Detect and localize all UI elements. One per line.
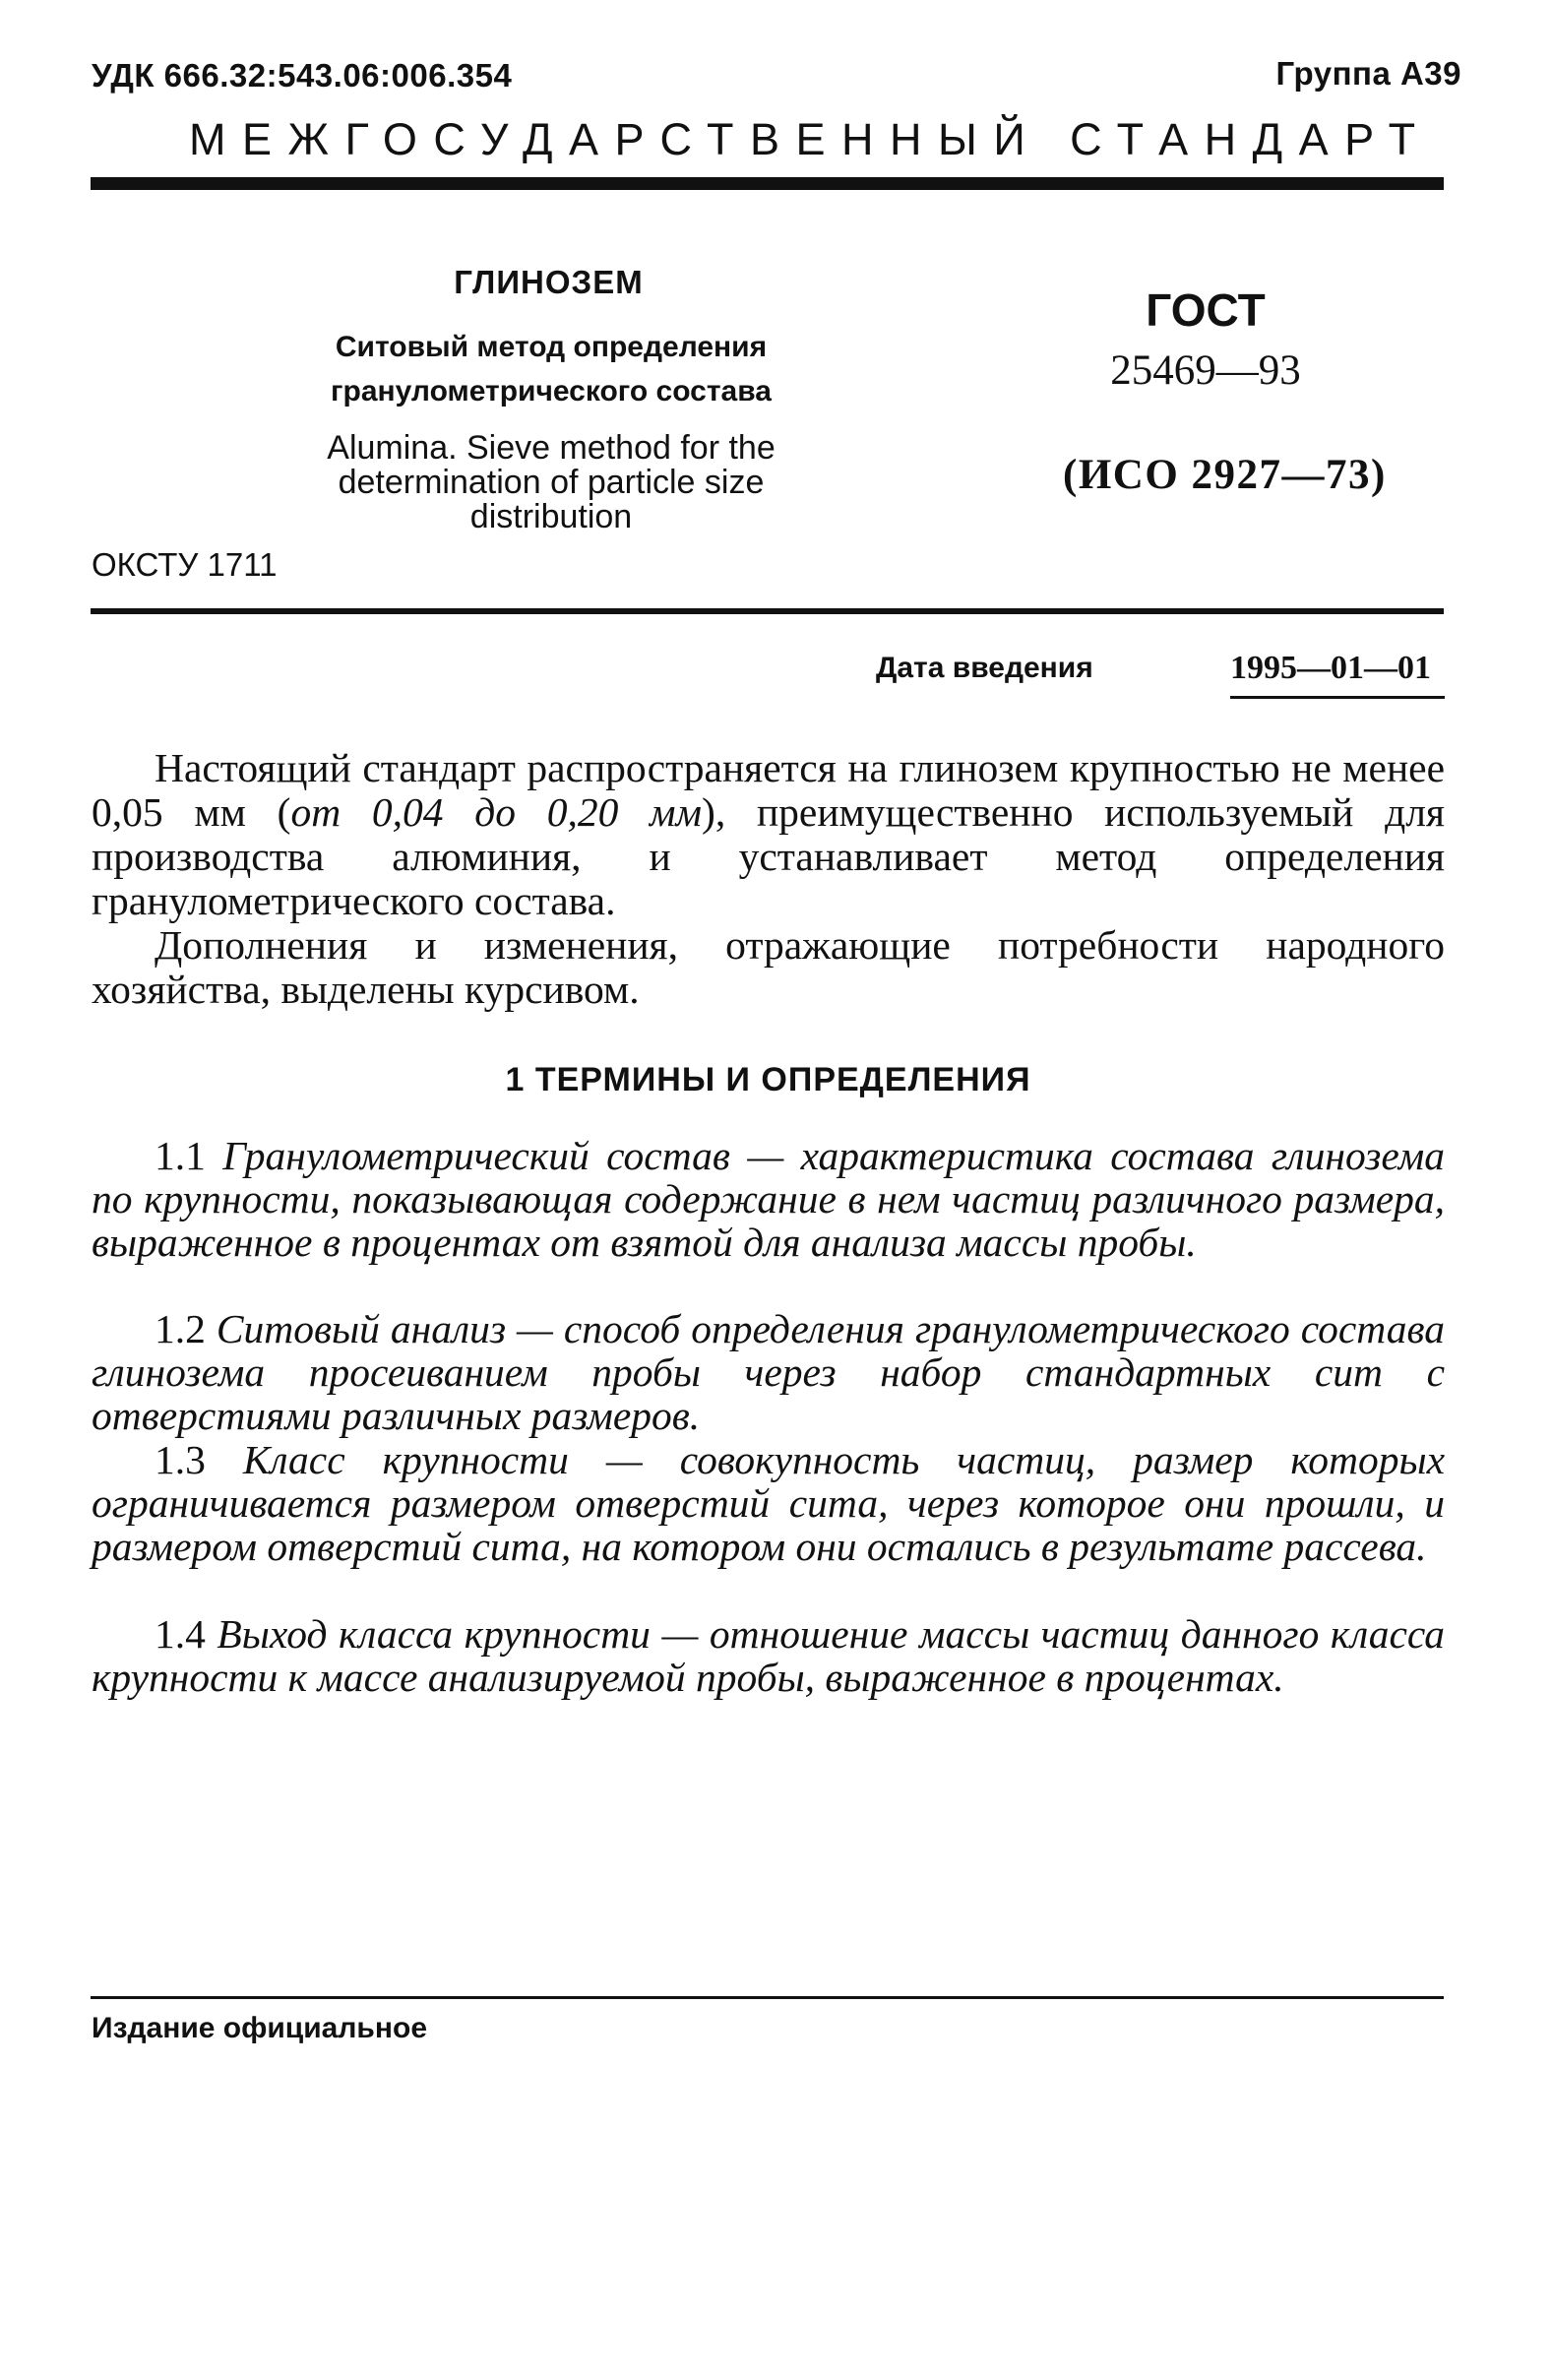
english-title-line: determination of particle size [338,464,765,501]
term-text: Гранулометрический состав — характеристика состава глинозема по крупности, показывающая содержание в нем частиц различного размера, выраженное в процентах от взятой для анализа массы пробы. [92,1133,1445,1265]
scope-text: ), преимущественно используемый для производства алюминия, и устанавливает метод определения гранулометрического состава. [92,789,1445,923]
term-definition [92,1438,1445,1568]
gost-number: 25469—93 [1110,347,1301,394]
additions-paragraph: Дополнения и изменения, отражающие потребности народного хозяйства, выделены курсивом. [92,922,1445,1012]
footer-rule [91,1996,1444,1999]
date-underline [1230,696,1445,699]
subtitle-line: Ситовый метод определения [335,331,768,363]
standard-type-heading: МЕЖГОСУДАРСТВЕННЫЙ СТАНДАРТ [189,114,1432,164]
scope-italic-range: от 0,04 до 0,20 мм [290,789,703,835]
intro-date-label: Дата введения [876,652,1093,684]
okstu-code: ОКСТУ 1711 [92,546,278,583]
term-number: 1.3 [155,1437,206,1482]
term-text: Выход класса крупности — отношение массы частиц данного класса крупности к массе анализируемой пробы, выраженное в процентах. [92,1611,1445,1700]
term-number: 1.2 [155,1306,206,1351]
scope-text: Настоящий стандарт распространяется на глинозем крупностью не менее 0,05 мм ( [92,745,1445,835]
document-subtitle [285,325,817,413]
gost-label: ГОСТ [1146,284,1266,336]
term-text: Класс крупности — совокупность частиц, размер которых ограничивается размером отверстий сита, через которое они прошли, и размером отверстий сита, на котором они остались в результате рассева. [92,1437,1445,1569]
term-definition [92,1134,1445,1264]
term-definition [92,1307,1445,1437]
section-heading: 1 ТЕРМИНЫ И ОПРЕДЕЛЕНИЯ [505,1061,1031,1098]
english-title [285,431,817,534]
term-text: Ситовый анализ — способ определения гранулометрического состава глинозема просеиванием пробы через набор стандартных сит с отверстиями различных размеров. [92,1306,1446,1438]
title-block-rule [91,608,1444,614]
iso-reference: (ИСО 2927—73) [1063,452,1387,498]
intro-date-value: 1995—01—01 [1230,650,1431,686]
term-definition [92,1612,1445,1699]
english-title-line: Alumina. Sieve method for the [327,429,776,467]
scope-paragraph [92,746,1445,923]
term-number: 1.1 [155,1133,206,1178]
header-rule [91,177,1444,190]
group-code: Группа А39 [1275,55,1461,92]
document-title: ГЛИНОЗЕМ [454,264,644,300]
english-title-line: distribution [469,498,633,535]
edition-note: Издание официальное [92,2012,428,2044]
subtitle-line: гранулометрического состава [331,375,772,407]
udk-code: УДК 666.32:543.06:006.354 [92,57,513,94]
term-number: 1.4 [155,1611,206,1657]
